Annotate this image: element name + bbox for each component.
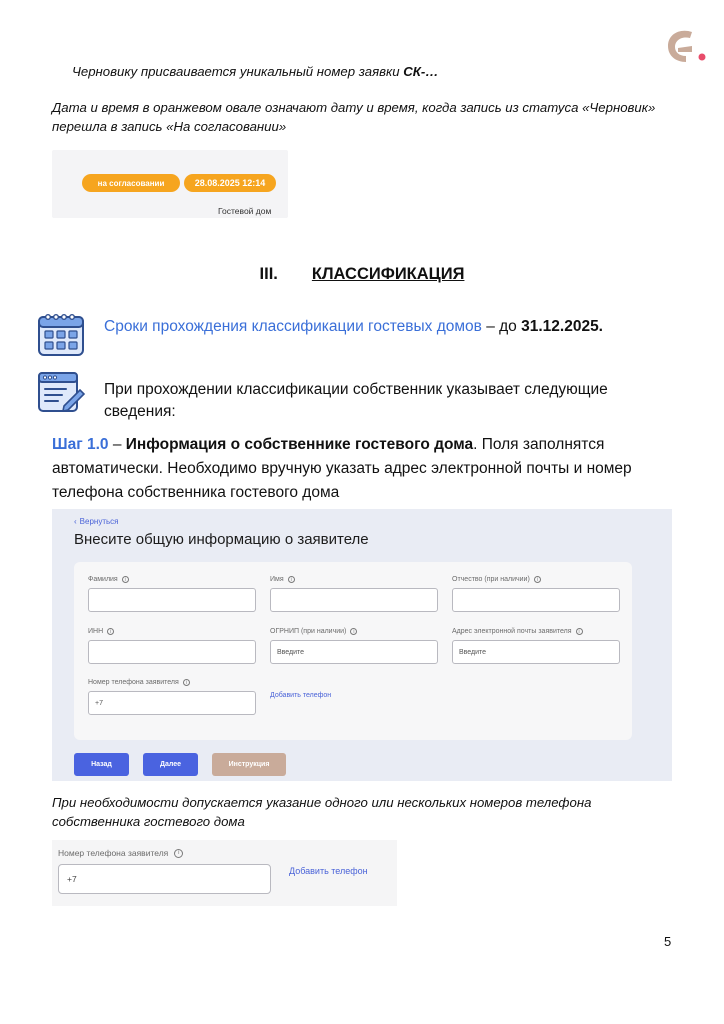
applicant-form-screenshot	[52, 509, 672, 781]
form-title: Внесите общую информацию о заявителе	[74, 531, 369, 548]
phone-label	[88, 679, 190, 686]
step-paragraph	[52, 433, 672, 505]
status-datetime-badge: 28.08.2025 12:14	[184, 174, 276, 192]
info-icon[interactable]: i	[350, 628, 357, 635]
house-type-label: Гостевой дом	[218, 206, 272, 216]
deadline-middle: – до	[481, 318, 522, 335]
info-icon[interactable]: i	[122, 576, 129, 583]
email-label	[452, 628, 583, 635]
status-example-snippet	[52, 150, 288, 218]
section-number: III.	[259, 265, 278, 283]
instruction-button[interactable]: Инструкция	[212, 753, 286, 776]
patronymic-label-text: Отчество (при наличии)	[452, 576, 530, 583]
draft-number-text: Черновику присваивается уникальный номер заявки	[72, 64, 404, 79]
phone-example-add-link[interactable]: Добавить телефон	[289, 866, 368, 876]
phone-example-label	[58, 848, 183, 858]
inn-label-text: ИНН	[88, 628, 104, 635]
email-input[interactable]: Введите	[452, 640, 620, 664]
phone-input[interactable]: +7	[88, 691, 256, 715]
step-title: Информация о собственнике гостевого дома	[125, 436, 474, 453]
back-button[interactable]: Назад	[74, 753, 129, 776]
phone-example-label-text: Номер телефона заявителя	[58, 848, 169, 858]
form-card	[74, 562, 632, 740]
step-dash: –	[108, 436, 126, 453]
add-phone-link[interactable]: Добавить телефон	[270, 692, 332, 699]
phone-label-text: Номер телефона заявителя	[88, 679, 179, 686]
next-button[interactable]: Далее	[143, 753, 198, 776]
multiple-phones-note: При необходимости допускается указание одного или нескольких номеров телефона собственника гостевого дома	[52, 795, 592, 829]
inn-input[interactable]	[88, 640, 256, 664]
patronymic-label	[452, 576, 541, 583]
orange-oval-note: Дата и время в оранжевом овале означают дату и время, когда запись из статуса «Черновик» перешла в запись «На согласовании»	[52, 100, 656, 134]
page-number: 5	[664, 934, 672, 949]
deadline-line	[104, 316, 603, 338]
info-icon[interactable]: i	[183, 679, 190, 686]
ogrnip-label	[270, 628, 357, 635]
draft-number-note	[72, 62, 438, 81]
ogrnip-input[interactable]: Введите	[270, 640, 438, 664]
inn-label	[88, 628, 114, 635]
info-icon[interactable]: i	[534, 576, 541, 583]
info-icon[interactable]: i	[576, 628, 583, 635]
info-paragraph: При прохождении классификации собственник указывает следующие сведения:	[104, 381, 608, 420]
section-heading	[0, 265, 724, 284]
phone-field-snippet	[52, 840, 397, 906]
step-label: Шаг 1.0	[52, 436, 109, 453]
name-label-text: Имя	[270, 576, 284, 583]
document-edit-icon	[36, 370, 86, 416]
section-title: КЛАССИФИКАЦИЯ	[311, 265, 465, 283]
name-label	[270, 576, 295, 583]
info-icon[interactable]: i	[174, 849, 183, 858]
surname-label	[88, 576, 129, 583]
info-icon[interactable]: i	[107, 628, 114, 635]
phone-example-input[interactable]: +7	[58, 864, 271, 894]
info-icon[interactable]: i	[288, 576, 295, 583]
deadline-link[interactable]: Сроки прохождения классификации гостевых домов	[104, 318, 482, 335]
patronymic-input[interactable]	[452, 588, 620, 612]
deadline-date: 31.12.2025.	[521, 318, 603, 335]
calendar-icon	[36, 312, 86, 358]
step-description: . Поля заполнятся автоматически. Необходимо вручную указать адрес электронной почты и номер телефона собственника гостевого дома	[52, 436, 632, 501]
email-label-text: Адрес электронной почты заявителя	[452, 628, 572, 635]
back-link[interactable]	[74, 517, 119, 526]
status-badge: на согласовании	[82, 174, 180, 192]
back-link-label: Вернуться	[79, 517, 119, 526]
ogrnip-label-text: ОГРНИП (при наличии)	[270, 628, 347, 635]
chevron-left-icon: ‹	[74, 517, 77, 526]
name-input[interactable]	[270, 588, 438, 612]
surname-input[interactable]	[88, 588, 256, 612]
surname-label-text: Фамилия	[88, 576, 118, 583]
draft-number-code: СК-…	[403, 64, 439, 79]
company-logo	[662, 26, 708, 72]
